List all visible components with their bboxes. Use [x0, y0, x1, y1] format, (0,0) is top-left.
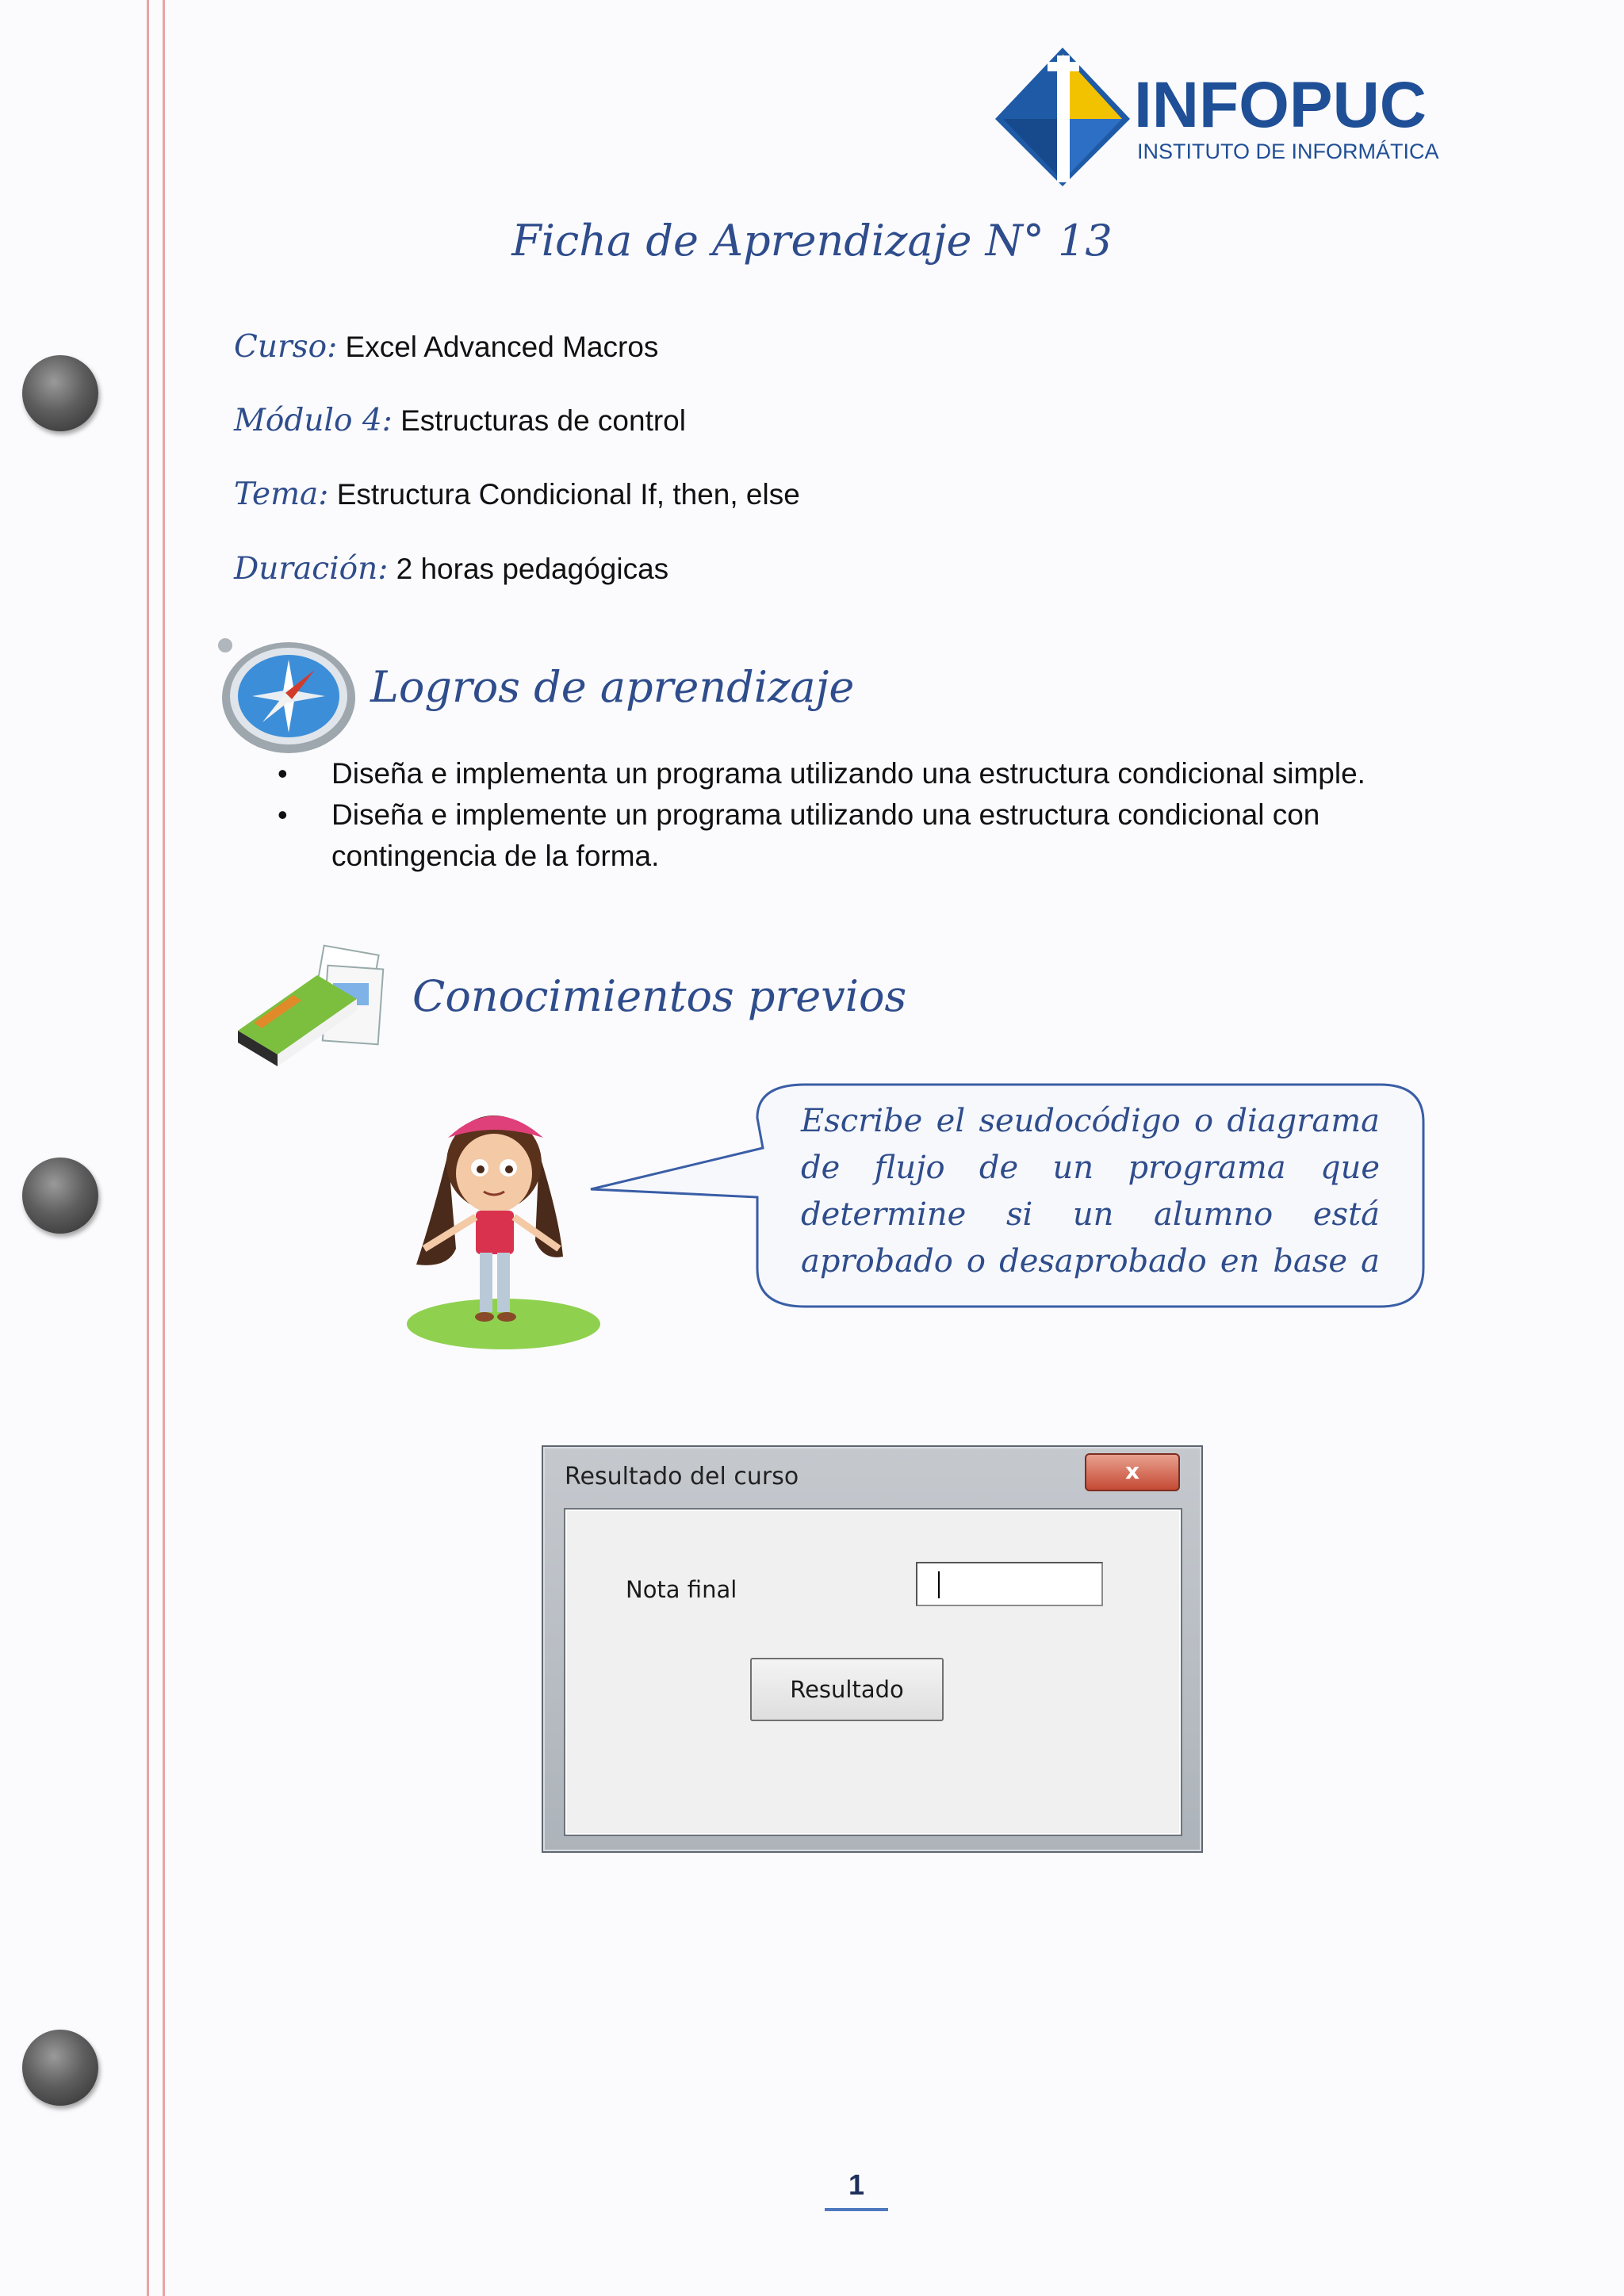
binder-hole-bottom — [22, 2030, 98, 2106]
infopuc-logo-mark — [995, 48, 1439, 190]
meta-value: 2 horas pedagógicas — [396, 553, 669, 585]
meta-label: Tema: — [234, 476, 329, 512]
section-heading-logros: Logros de aprendizaje — [370, 662, 855, 712]
book-icon — [230, 943, 396, 1078]
list-item: • Diseña e implemente un programa utilizando una estructura condicional con contingencia de la forma. — [278, 794, 1427, 877]
close-button[interactable]: x — [1085, 1453, 1180, 1491]
girl-illustration — [400, 1098, 615, 1352]
margin-line-right — [163, 0, 165, 2296]
nota-final-input[interactable] — [916, 1562, 1103, 1606]
margin-line-left — [147, 0, 149, 2296]
compass-icon — [216, 634, 358, 757]
page-title: Ficha de Aprendizaje N° 13 — [511, 216, 1113, 266]
logros-list — [278, 753, 1427, 877]
meta-value: Estructura Condicional If, then, else — [336, 478, 800, 511]
text-caret — [938, 1571, 940, 1598]
page-number: 1 — [825, 2168, 888, 2211]
nota-final-label: Nota final — [626, 1576, 737, 1603]
binder-hole-middle — [22, 1158, 98, 1234]
infopuc-logo — [995, 48, 1439, 190]
meta-duracion — [234, 551, 668, 587]
logo-subtitle: INSTITUTO DE INFORMÁTICA — [1137, 140, 1439, 163]
section-heading-conocimientos: Conocimientos previos — [412, 971, 907, 1021]
resultado-button[interactable]: Resultado — [750, 1658, 944, 1721]
meta-value: Excel Advanced Macros — [345, 331, 659, 363]
logo-name: INFOPUC — [1134, 69, 1427, 141]
dialog-window — [542, 1445, 1203, 1853]
meta-label: Curso: — [234, 329, 338, 365]
meta-curso — [234, 329, 658, 365]
meta-modulo — [234, 403, 686, 438]
meta-value: Estructuras de control — [400, 404, 686, 437]
meta-label: Duración: — [234, 551, 389, 587]
speech-bubble-text: Escribe el seudocódigo o diagrama de flujo de un programa que determine si un alumno está aprobado o desaprobado en base a — [801, 1103, 1380, 1280]
dialog-title: Resultado del curso — [565, 1463, 799, 1490]
meta-tema — [234, 476, 800, 512]
dialog-body — [564, 1508, 1182, 1836]
binder-hole-top — [22, 355, 98, 431]
list-item: • Diseña e implementa un programa utilizando una estructura condicional simple. — [278, 753, 1427, 794]
meta-label: Módulo 4: — [234, 403, 393, 438]
